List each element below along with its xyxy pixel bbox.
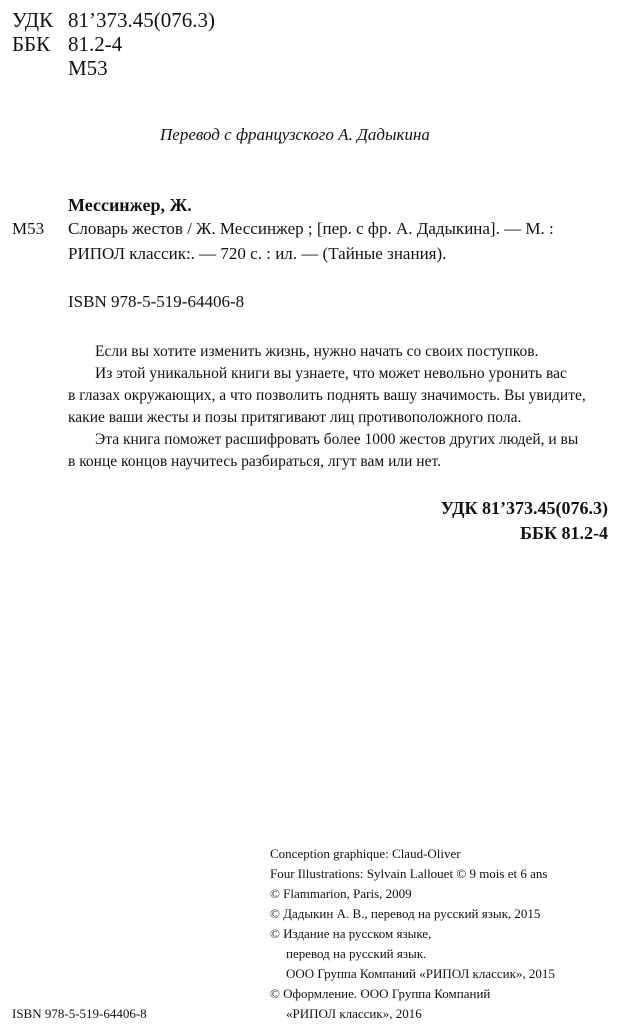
author-mark: М53 [12, 219, 45, 238]
annotation-line: Из этой уникальной книги вы узнаете, что может невольно уронить вас [95, 365, 567, 382]
annotation-line: в глазах окружающих, а что позволить поднять вашу значимость. Вы увидите, [68, 387, 586, 404]
credit-line: © Оформление. ООО Группа Компаний [270, 986, 491, 1001]
translator-line: Перевод с французского А. Дадыкина [160, 125, 430, 144]
author-heading: Мессинжер, Ж. [68, 195, 192, 215]
credit-line: Conception graphique: Claud-Oliver [270, 846, 461, 861]
author-mark-top: М53 [68, 56, 108, 80]
annotation-line: Эта книга поможет расшифровать более 1000 жестов других людей, и вы [95, 431, 579, 448]
credit-line: © Дадыкин А. В., перевод на русский язык, 2015 [270, 906, 541, 921]
annotation-line: Если вы хотите изменить жизнь, нужно начать со своих поступков. [95, 343, 539, 360]
credit-line: © Издание на русском языке, [270, 926, 432, 941]
biblio-line-1: Словарь жестов / Ж. Мессинжер ; [пер. с фр. А. Дадыкина]. — М. : [68, 219, 554, 238]
credit-line: Four Illustrations: Sylvain Lallouet © 9 mois et 6 ans [270, 866, 548, 881]
credit-line: ООО Группа Компаний «РИПОЛ классик», 2015 [286, 966, 555, 981]
udk-label: УДК [12, 8, 54, 32]
annotation-line: в конце концов научитесь разбираться, лгут вам или нет. [68, 453, 441, 470]
isbn-main: ISBN 978-5-519-64406-8 [68, 292, 245, 311]
bbk-label: ББК [12, 32, 51, 56]
credit-line: перевод на русский язык. [286, 946, 427, 961]
annotation-line: какие ваши жесты и позы притягивают лиц противоположного пола. [68, 409, 522, 426]
udk-value: 81’373.45(076.3) [68, 8, 215, 32]
udk-bold: УДК 81’373.45(076.3) [440, 498, 608, 518]
biblio-line-2: РИПОЛ классик:. — 720 с. : ил. — (Тайные знания). [68, 244, 447, 263]
isbn-bottom: ISBN 978-5-519-64406-8 [12, 1006, 147, 1021]
bbk-value: 81.2-4 [68, 32, 123, 56]
bbk-bold: ББК 81.2-4 [520, 523, 608, 543]
credit-line: «РИПОЛ классик», 2016 [286, 1006, 422, 1021]
credit-line: © Flammarion, Paris, 2009 [270, 886, 412, 901]
